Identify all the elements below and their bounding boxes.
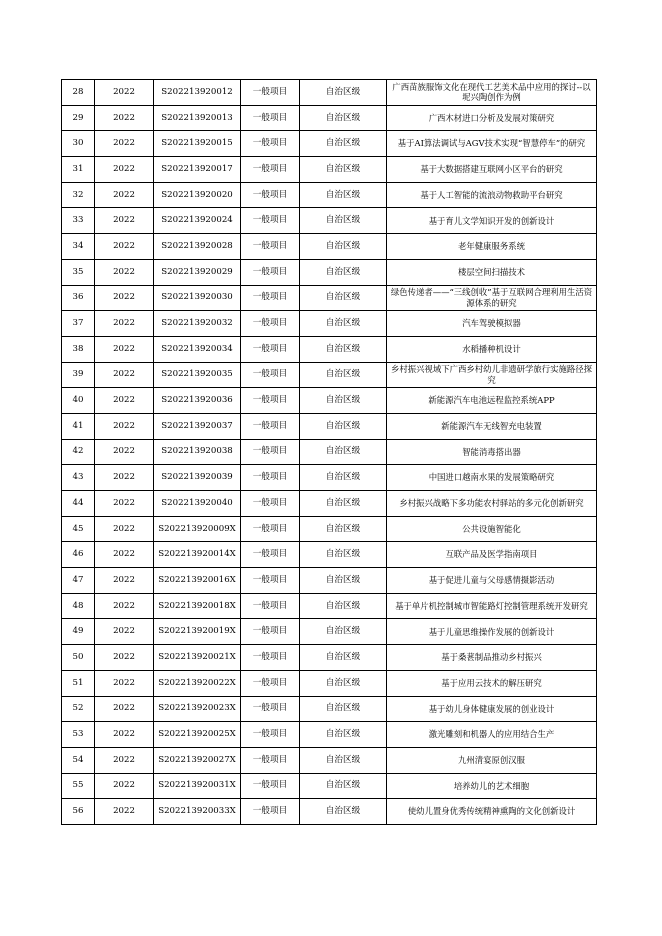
cell-number: 42 bbox=[62, 439, 95, 465]
cell-project-level: 自治区级 bbox=[300, 388, 387, 414]
table-row bbox=[62, 234, 597, 260]
project-table bbox=[61, 79, 597, 825]
cell-project-level: 自治区级 bbox=[300, 439, 387, 465]
table-row bbox=[62, 465, 597, 491]
table-row bbox=[62, 568, 597, 594]
cell-project-type: 一般项目 bbox=[241, 747, 300, 773]
cell-project-code: S202213920027X bbox=[154, 747, 241, 773]
cell-project-title: 水稻播种机设计 bbox=[387, 336, 597, 362]
cell-project-title: 基于人工智能的流浪动物救助平台研究 bbox=[387, 182, 597, 208]
cell-project-level: 自治区级 bbox=[300, 465, 387, 491]
cell-year: 2022 bbox=[95, 491, 154, 517]
cell-number: 52 bbox=[62, 696, 95, 722]
cell-project-type: 一般项目 bbox=[241, 259, 300, 285]
cell-project-type: 一般项目 bbox=[241, 491, 300, 517]
cell-number: 46 bbox=[62, 542, 95, 568]
cell-project-title: 互联产品及医学指南项目 bbox=[387, 542, 597, 568]
cell-year: 2022 bbox=[95, 722, 154, 748]
cell-year: 2022 bbox=[95, 208, 154, 234]
cell-number: 51 bbox=[62, 670, 95, 696]
cell-number: 41 bbox=[62, 413, 95, 439]
cell-project-type: 一般项目 bbox=[241, 670, 300, 696]
cell-year: 2022 bbox=[95, 311, 154, 337]
cell-project-type: 一般项目 bbox=[241, 311, 300, 337]
table-row bbox=[62, 593, 597, 619]
cell-project-level: 自治区级 bbox=[300, 362, 387, 388]
table-row bbox=[62, 516, 597, 542]
cell-project-level: 自治区级 bbox=[300, 80, 387, 106]
cell-project-level: 自治区级 bbox=[300, 234, 387, 260]
cell-project-title: 汽车驾驶模拟器 bbox=[387, 311, 597, 337]
cell-project-type: 一般项目 bbox=[241, 516, 300, 542]
cell-project-type: 一般项目 bbox=[241, 799, 300, 825]
cell-project-code: S202213920015 bbox=[154, 131, 241, 157]
cell-project-title: 广西木材进口分析及发展对策研究 bbox=[387, 105, 597, 131]
cell-project-code: S202213920021X bbox=[154, 645, 241, 671]
cell-project-type: 一般项目 bbox=[241, 182, 300, 208]
cell-year: 2022 bbox=[95, 259, 154, 285]
cell-project-level: 自治区级 bbox=[300, 285, 387, 311]
cell-project-title: 基于单片机控制城市智能路灯控制管理系统开发研究 bbox=[387, 593, 597, 619]
cell-project-level: 自治区级 bbox=[300, 516, 387, 542]
cell-project-level: 自治区级 bbox=[300, 619, 387, 645]
cell-project-title: 绿色传递者——“三线创收”基于互联网合理利用生活资源体系的研究 bbox=[387, 285, 597, 311]
cell-project-title: 九州清宴原创汉服 bbox=[387, 747, 597, 773]
cell-year: 2022 bbox=[95, 465, 154, 491]
cell-project-code: S202213920035 bbox=[154, 362, 241, 388]
cell-project-level: 自治区级 bbox=[300, 311, 387, 337]
cell-project-type: 一般项目 bbox=[241, 80, 300, 106]
table-row bbox=[62, 285, 597, 311]
cell-project-type: 一般项目 bbox=[241, 773, 300, 799]
cell-project-code: S202213920039 bbox=[154, 465, 241, 491]
cell-project-code: S202213920036 bbox=[154, 388, 241, 414]
cell-project-title: 老年健康服务系统 bbox=[387, 234, 597, 260]
cell-year: 2022 bbox=[95, 234, 154, 260]
cell-year: 2022 bbox=[95, 80, 154, 106]
cell-project-title: 培养幼儿的艺术细胞 bbox=[387, 773, 597, 799]
cell-number: 50 bbox=[62, 645, 95, 671]
cell-number: 44 bbox=[62, 491, 95, 517]
cell-project-code: S202213920018X bbox=[154, 593, 241, 619]
cell-project-title: 基于幼儿身体健康发展的创业设计 bbox=[387, 696, 597, 722]
cell-year: 2022 bbox=[95, 670, 154, 696]
cell-number: 32 bbox=[62, 182, 95, 208]
cell-year: 2022 bbox=[95, 568, 154, 594]
cell-project-code: S202213920013 bbox=[154, 105, 241, 131]
cell-project-level: 自治区级 bbox=[300, 722, 387, 748]
table-row bbox=[62, 157, 597, 183]
cell-project-code: S202213920020 bbox=[154, 182, 241, 208]
cell-project-level: 自治区级 bbox=[300, 593, 387, 619]
table-row bbox=[62, 696, 597, 722]
cell-number: 29 bbox=[62, 105, 95, 131]
table-row bbox=[62, 131, 597, 157]
project-table-body bbox=[62, 80, 597, 825]
cell-year: 2022 bbox=[95, 773, 154, 799]
cell-project-type: 一般项目 bbox=[241, 336, 300, 362]
cell-project-code: S202213920019X bbox=[154, 619, 241, 645]
table-row bbox=[62, 722, 597, 748]
cell-year: 2022 bbox=[95, 799, 154, 825]
cell-project-code: S202213920037 bbox=[154, 413, 241, 439]
cell-project-level: 自治区级 bbox=[300, 696, 387, 722]
cell-project-title: 新能源汽车电池远程监控系统APP bbox=[387, 388, 597, 414]
cell-number: 49 bbox=[62, 619, 95, 645]
cell-year: 2022 bbox=[95, 285, 154, 311]
table-row bbox=[62, 619, 597, 645]
cell-project-level: 自治区级 bbox=[300, 157, 387, 183]
cell-number: 47 bbox=[62, 568, 95, 594]
cell-year: 2022 bbox=[95, 362, 154, 388]
cell-project-type: 一般项目 bbox=[241, 568, 300, 594]
cell-number: 40 bbox=[62, 388, 95, 414]
cell-project-type: 一般项目 bbox=[241, 645, 300, 671]
cell-project-type: 一般项目 bbox=[241, 413, 300, 439]
table-row bbox=[62, 105, 597, 131]
cell-project-code: S202213920016X bbox=[154, 568, 241, 594]
cell-project-title: 基于AI算法调试与AGV技术实现“智慧停车”的研究 bbox=[387, 131, 597, 157]
cell-project-title: 基于育儿文学知识开发的创新设计 bbox=[387, 208, 597, 234]
table-row bbox=[62, 799, 597, 825]
cell-year: 2022 bbox=[95, 336, 154, 362]
cell-project-level: 自治区级 bbox=[300, 105, 387, 131]
cell-project-title: 基于儿童思维操作发展的创新设计 bbox=[387, 619, 597, 645]
cell-year: 2022 bbox=[95, 131, 154, 157]
table-row bbox=[62, 80, 597, 106]
cell-number: 48 bbox=[62, 593, 95, 619]
cell-number: 39 bbox=[62, 362, 95, 388]
cell-project-code: S202213920012 bbox=[154, 80, 241, 106]
cell-project-title: 智能消毒搭出器 bbox=[387, 439, 597, 465]
cell-project-level: 自治区级 bbox=[300, 747, 387, 773]
cell-project-code: S202213920014X bbox=[154, 542, 241, 568]
cell-year: 2022 bbox=[95, 439, 154, 465]
cell-project-code: S202213920028 bbox=[154, 234, 241, 260]
cell-project-level: 自治区级 bbox=[300, 799, 387, 825]
cell-project-code: S202213920031X bbox=[154, 773, 241, 799]
cell-project-type: 一般项目 bbox=[241, 234, 300, 260]
cell-number: 45 bbox=[62, 516, 95, 542]
cell-year: 2022 bbox=[95, 413, 154, 439]
cell-project-code: S202213920038 bbox=[154, 439, 241, 465]
cell-year: 2022 bbox=[95, 619, 154, 645]
cell-number: 35 bbox=[62, 259, 95, 285]
table-row bbox=[62, 182, 597, 208]
cell-project-code: S202213920033X bbox=[154, 799, 241, 825]
cell-project-type: 一般项目 bbox=[241, 542, 300, 568]
cell-project-title: 新能源汽车无线智充电装置 bbox=[387, 413, 597, 439]
cell-project-title: 中国进口越南水果的发展策略研究 bbox=[387, 465, 597, 491]
cell-project-level: 自治区级 bbox=[300, 491, 387, 517]
cell-project-level: 自治区级 bbox=[300, 336, 387, 362]
cell-project-level: 自治区级 bbox=[300, 131, 387, 157]
cell-project-level: 自治区级 bbox=[300, 568, 387, 594]
cell-project-type: 一般项目 bbox=[241, 593, 300, 619]
cell-project-title: 激光雕刻和机器人的应用结合生产 bbox=[387, 722, 597, 748]
cell-year: 2022 bbox=[95, 157, 154, 183]
cell-project-type: 一般项目 bbox=[241, 439, 300, 465]
cell-project-level: 自治区级 bbox=[300, 670, 387, 696]
cell-project-title: 乡村振兴战略下多功能农村驿站的多元化创新研究 bbox=[387, 491, 597, 517]
table-row bbox=[62, 491, 597, 517]
cell-number: 53 bbox=[62, 722, 95, 748]
cell-number: 36 bbox=[62, 285, 95, 311]
cell-project-type: 一般项目 bbox=[241, 105, 300, 131]
cell-project-type: 一般项目 bbox=[241, 388, 300, 414]
cell-number: 28 bbox=[62, 80, 95, 106]
table-row bbox=[62, 362, 597, 388]
cell-number: 31 bbox=[62, 157, 95, 183]
cell-project-code: S202213920032 bbox=[154, 311, 241, 337]
cell-project-level: 自治区级 bbox=[300, 645, 387, 671]
cell-year: 2022 bbox=[95, 388, 154, 414]
table-row bbox=[62, 208, 597, 234]
table-row bbox=[62, 413, 597, 439]
table-row bbox=[62, 259, 597, 285]
cell-number: 30 bbox=[62, 131, 95, 157]
cell-project-level: 自治区级 bbox=[300, 773, 387, 799]
cell-project-title: 基于促进儿童与父母感情摄影活动 bbox=[387, 568, 597, 594]
table-row bbox=[62, 645, 597, 671]
cell-number: 56 bbox=[62, 799, 95, 825]
cell-number: 55 bbox=[62, 773, 95, 799]
cell-project-code: S202213920024 bbox=[154, 208, 241, 234]
cell-project-type: 一般项目 bbox=[241, 465, 300, 491]
cell-number: 34 bbox=[62, 234, 95, 260]
cell-year: 2022 bbox=[95, 542, 154, 568]
cell-project-level: 自治区级 bbox=[300, 208, 387, 234]
cell-project-type: 一般项目 bbox=[241, 285, 300, 311]
cell-project-title: 基于桑葚制品推动乡村振兴 bbox=[387, 645, 597, 671]
cell-project-title: 广西苗族服饰文化在现代工艺美术品中应用的探讨--以坭兴陶创作为例 bbox=[387, 80, 597, 106]
table-row bbox=[62, 336, 597, 362]
cell-project-code: S202213920034 bbox=[154, 336, 241, 362]
cell-project-type: 一般项目 bbox=[241, 208, 300, 234]
table-row bbox=[62, 388, 597, 414]
cell-project-title: 基于大数据搭建互联网小区平台的研究 bbox=[387, 157, 597, 183]
cell-project-code: S202213920022X bbox=[154, 670, 241, 696]
cell-project-code: S202213920023X bbox=[154, 696, 241, 722]
cell-project-code: S202213920030 bbox=[154, 285, 241, 311]
cell-year: 2022 bbox=[95, 593, 154, 619]
cell-project-code: S202213920040 bbox=[154, 491, 241, 517]
cell-project-level: 自治区级 bbox=[300, 182, 387, 208]
cell-project-type: 一般项目 bbox=[241, 722, 300, 748]
cell-project-code: S202213920029 bbox=[154, 259, 241, 285]
cell-project-level: 自治区级 bbox=[300, 413, 387, 439]
cell-project-title: 楼层空间扫描技术 bbox=[387, 259, 597, 285]
cell-project-code: S202213920025X bbox=[154, 722, 241, 748]
cell-year: 2022 bbox=[95, 182, 154, 208]
cell-year: 2022 bbox=[95, 747, 154, 773]
cell-year: 2022 bbox=[95, 516, 154, 542]
cell-year: 2022 bbox=[95, 105, 154, 131]
cell-project-type: 一般项目 bbox=[241, 157, 300, 183]
table-row bbox=[62, 311, 597, 337]
cell-project-type: 一般项目 bbox=[241, 619, 300, 645]
cell-project-type: 一般项目 bbox=[241, 362, 300, 388]
cell-project-title: 基于应用云技术的解压研究 bbox=[387, 670, 597, 696]
cell-project-code: S202213920017 bbox=[154, 157, 241, 183]
cell-number: 33 bbox=[62, 208, 95, 234]
cell-number: 43 bbox=[62, 465, 95, 491]
cell-project-code: S202213920009X bbox=[154, 516, 241, 542]
cell-project-level: 自治区级 bbox=[300, 259, 387, 285]
cell-project-type: 一般项目 bbox=[241, 131, 300, 157]
table-row bbox=[62, 773, 597, 799]
table-row bbox=[62, 439, 597, 465]
cell-year: 2022 bbox=[95, 696, 154, 722]
cell-number: 54 bbox=[62, 747, 95, 773]
cell-number: 37 bbox=[62, 311, 95, 337]
cell-number: 38 bbox=[62, 336, 95, 362]
cell-project-title: 使幼儿置身优秀传统精神熏陶的文化创新设计 bbox=[387, 799, 597, 825]
table-row bbox=[62, 542, 597, 568]
table-row bbox=[62, 670, 597, 696]
cell-project-level: 自治区级 bbox=[300, 542, 387, 568]
table-row bbox=[62, 747, 597, 773]
cell-year: 2022 bbox=[95, 645, 154, 671]
cell-project-type: 一般项目 bbox=[241, 696, 300, 722]
cell-project-title: 公共设施智能化 bbox=[387, 516, 597, 542]
cell-project-title: 乡村振兴视域下广西乡村幼儿非遗研学旅行实施路径探究 bbox=[387, 362, 597, 388]
